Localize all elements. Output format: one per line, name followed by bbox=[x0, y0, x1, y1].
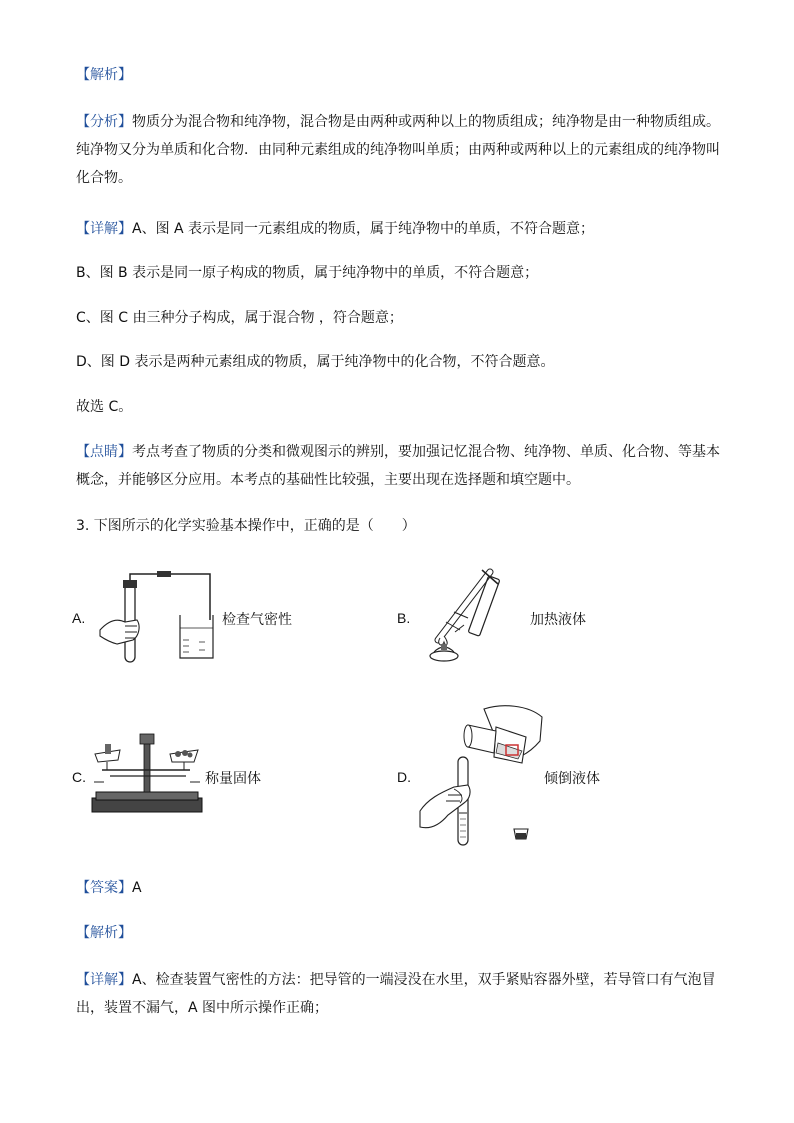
option-d-caption: 倾倒液体 bbox=[544, 771, 600, 787]
question-3-stem: 3. 下图所示的化学实验基本操作中，正确的是（ ） bbox=[76, 518, 416, 534]
conclusion-line: 故选 C。 bbox=[76, 399, 133, 415]
answer-tag: 【答案】 bbox=[76, 880, 132, 896]
analysis-tag: 【分析】 bbox=[76, 114, 132, 130]
remark-tag: 【点睛】 bbox=[76, 444, 132, 460]
option-a-caption: 检查气密性 bbox=[222, 612, 292, 628]
answer-line bbox=[76, 874, 726, 902]
detail-line-b: B、图 B 表示是同一原子构成的物质，属于纯净物中的单质，不符合题意； bbox=[76, 265, 539, 281]
airtightness-check-illustration bbox=[95, 570, 225, 665]
option-b-letter: B. bbox=[397, 610, 411, 626]
detail-line-c: C、图 C 由三种分子构成，属于混合物 ，符合题意； bbox=[76, 310, 403, 326]
jiexi-heading-2: 【解析】 bbox=[76, 925, 132, 941]
option-d-letter: D. bbox=[397, 769, 411, 785]
jiexi-heading-1: 【解析】 bbox=[76, 67, 132, 83]
detail-text-a: A、图 A 表示是同一元素组成的物质，属于纯净物中的单质，不符合题意； bbox=[132, 221, 595, 237]
detail-line-d: D、图 D 表示是两种元素组成的物质，属于纯净物中的化合物，不符合题意。 bbox=[76, 354, 555, 370]
remark-text: 考点考查了物质的分类和微观图示的辨别，要加强记忆混合物、纯净物、单质、化合物、等基本概念，并能够区分应用。本考点的基础性比较强，主要出现在选择题和填空题中。 bbox=[76, 444, 720, 488]
option-a-letter: A. bbox=[72, 610, 86, 626]
option-c-letter: C. bbox=[72, 769, 86, 785]
q3-detail-tag: 【详解】 bbox=[76, 972, 132, 988]
detail-line-a bbox=[76, 215, 726, 243]
option-b-caption: 加热液体 bbox=[530, 612, 586, 628]
remark-paragraph bbox=[76, 438, 726, 494]
heating-liquid-illustration bbox=[420, 568, 520, 668]
q3-detail-text: A、检查装置气密性的方法：把导管的一端浸没在水里，双手紧贴容器外壁，若导管口有气泡冒出，装置不漏气，A 图中所示操作正确； bbox=[76, 972, 716, 1016]
weighing-solid-illustration bbox=[90, 732, 205, 816]
analysis-text: 物质分为混合物和纯净物，混合物是由两种或两种以上的物质组成；纯净物是由一种物质组成。纯净物又分为单质和化合物．由同种元素组成的纯净物叫单质；由两种或两种以上的元素组成的纯净物叫化合物。 bbox=[76, 114, 720, 186]
option-c-caption: 称量固体 bbox=[205, 771, 261, 787]
analysis-paragraph bbox=[76, 108, 726, 192]
pouring-liquid-illustration bbox=[418, 703, 548, 851]
answer-value: A bbox=[132, 880, 142, 896]
detail-tag: 【详解】 bbox=[76, 221, 132, 237]
q3-detail-paragraph bbox=[76, 966, 726, 1022]
